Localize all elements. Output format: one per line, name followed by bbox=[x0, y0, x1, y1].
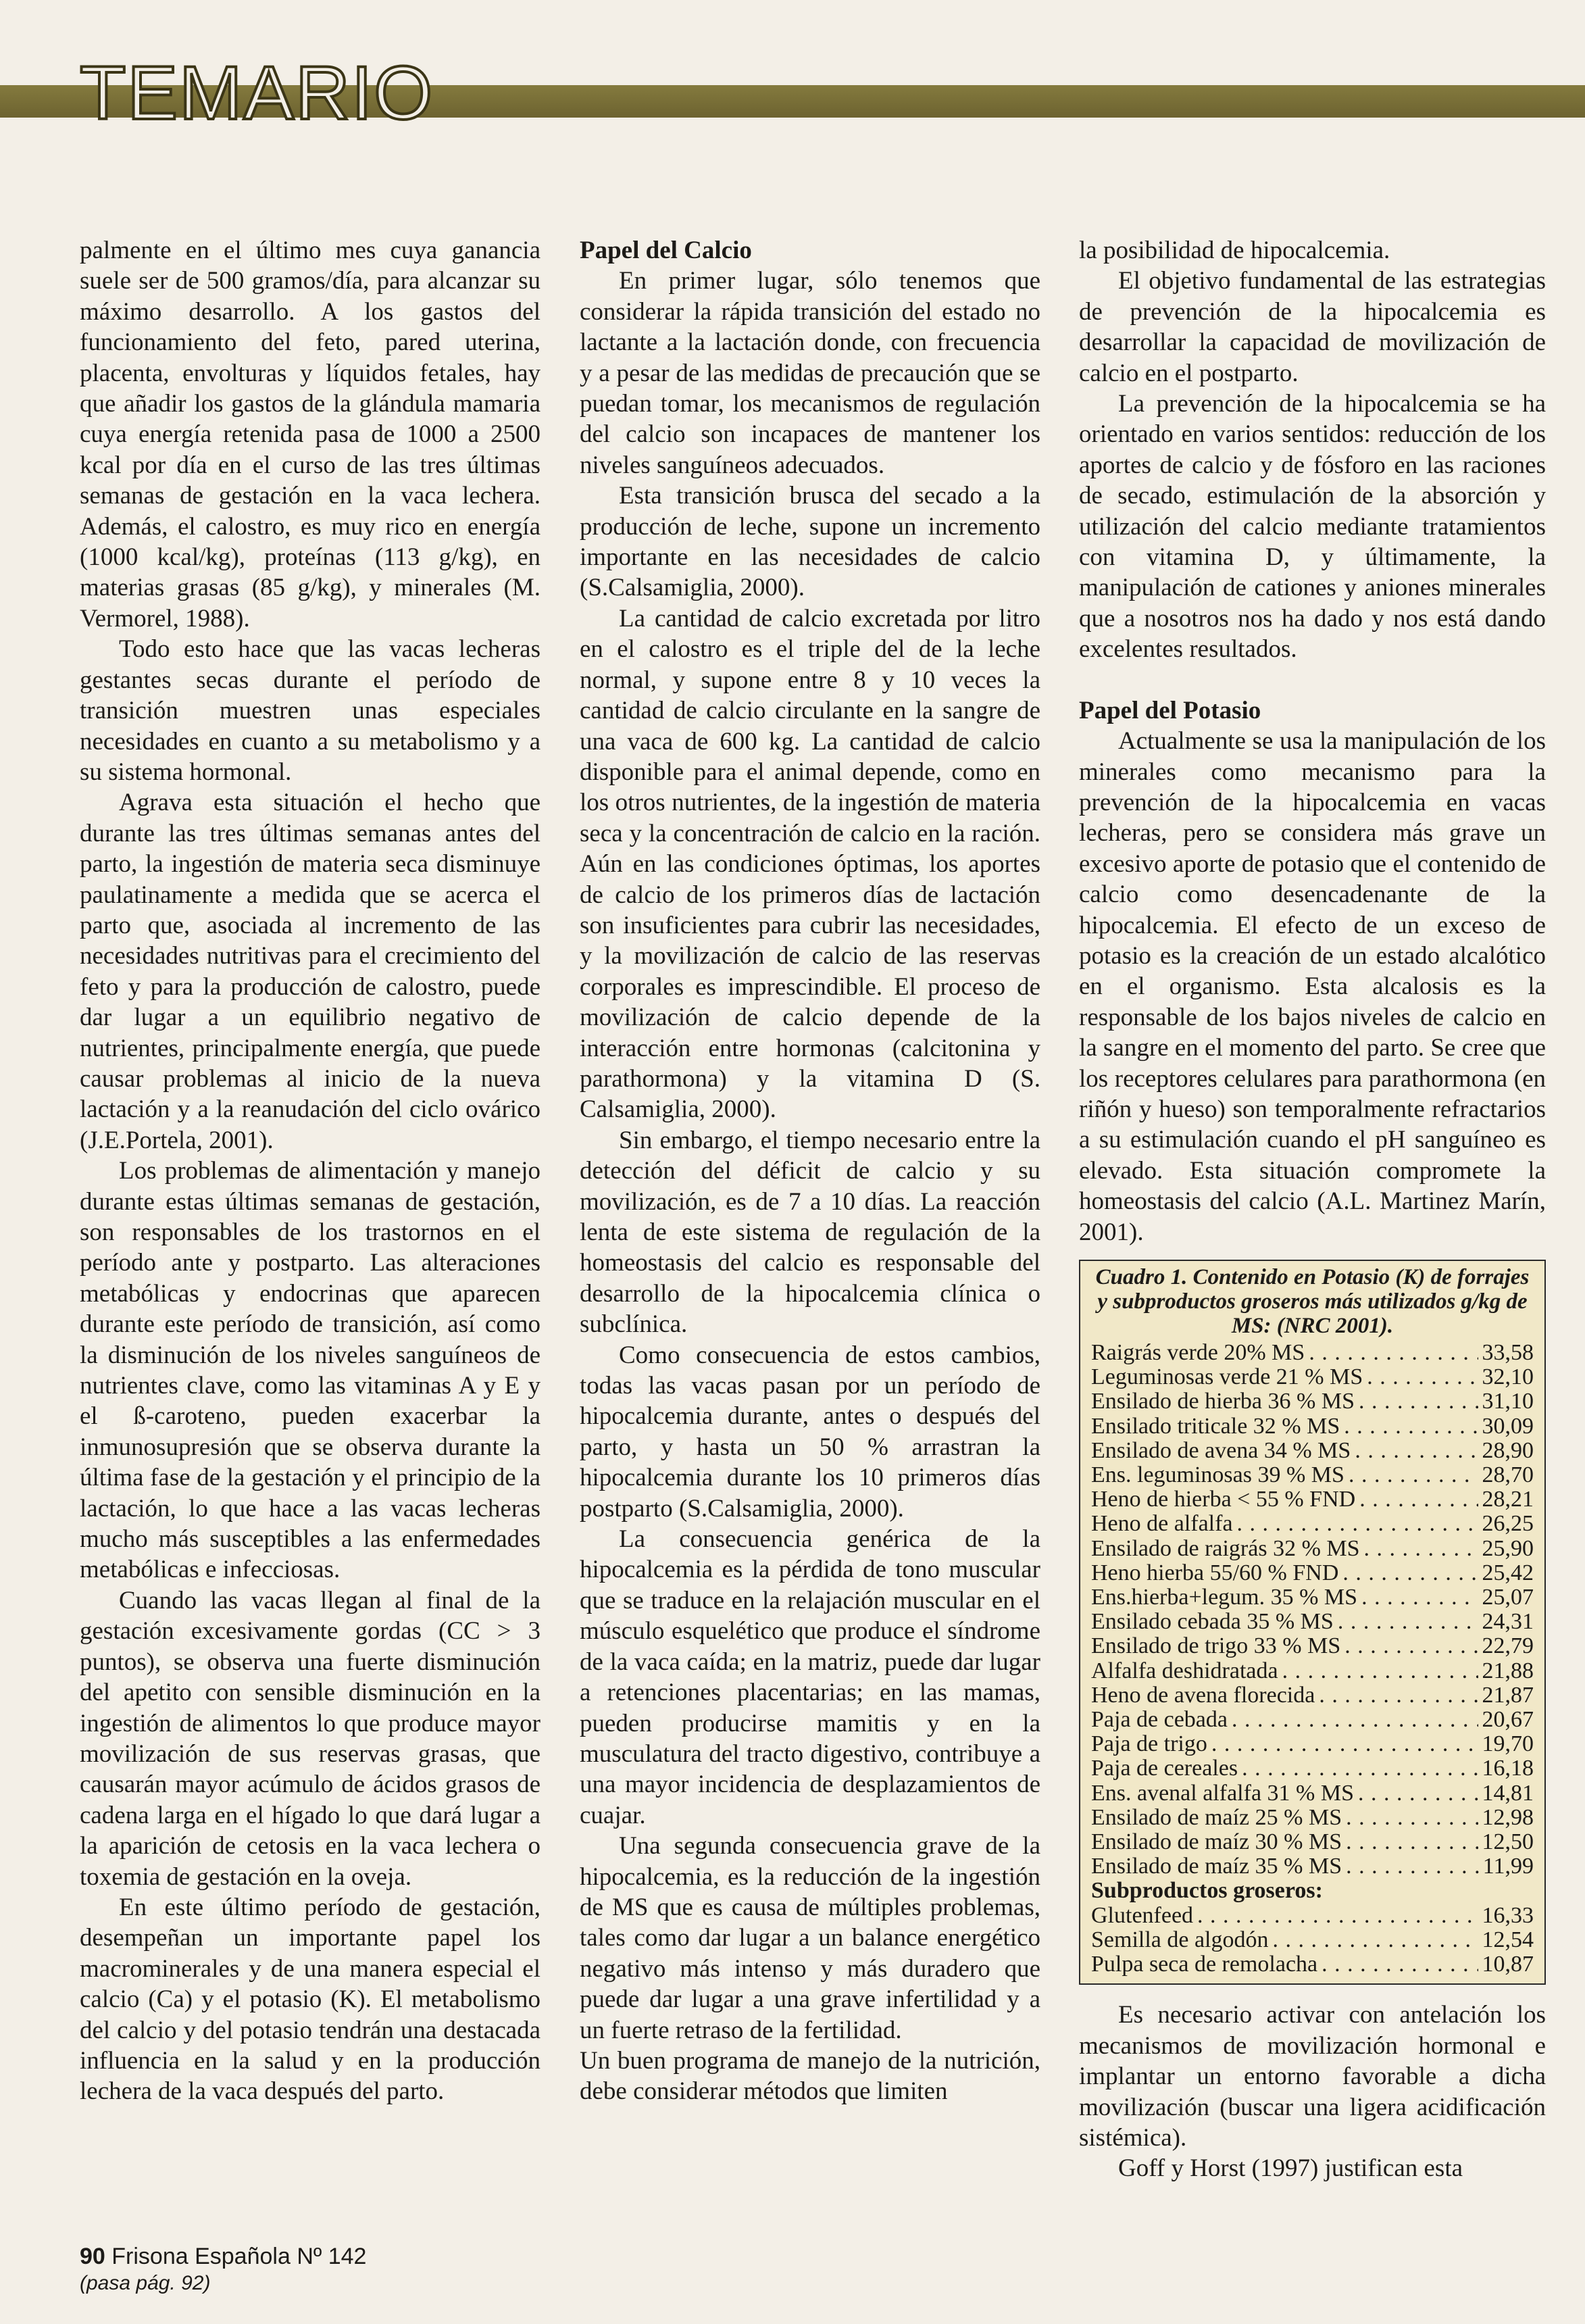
section-heading-calcio: Papel del Calcio bbox=[580, 237, 752, 264]
table-row-name: Ensilado triticale 32 % MS bbox=[1091, 1413, 1340, 1439]
table-row-leader bbox=[1358, 1781, 1478, 1806]
table-row-name: Pulpa seca de remolacha bbox=[1091, 1952, 1318, 1977]
table-row-leader bbox=[1346, 1806, 1478, 1830]
table-row-name: Ens.hierba+legum. 35 % MS bbox=[1091, 1585, 1358, 1610]
table-row-name: Ensilado de avena 34 % MS bbox=[1091, 1437, 1351, 1463]
table-row bbox=[1091, 1904, 1534, 1928]
table-row bbox=[1091, 1561, 1534, 1585]
table-row bbox=[1091, 1756, 1534, 1781]
table-row-name: Leguminosas verde 21 % MS bbox=[1091, 1364, 1363, 1390]
table-row-name: Paja de cebada bbox=[1091, 1707, 1228, 1733]
table-row-name: Ensilado de maíz 30 % MS bbox=[1091, 1829, 1342, 1855]
table-row-value: 26,25 bbox=[1482, 1511, 1534, 1537]
publication-name: Frisona Española Nº 142 bbox=[111, 2244, 367, 2269]
table-row-value: 19,70 bbox=[1482, 1731, 1534, 1757]
table-row-leader bbox=[1322, 1952, 1478, 1977]
table-row-leader bbox=[1282, 1659, 1478, 1683]
table-row-leader bbox=[1344, 1414, 1478, 1439]
paragraph: la posibilidad de hipocalcemia. bbox=[1079, 237, 1390, 264]
table-row-name: Ensilado de hierba 36 % MS bbox=[1091, 1389, 1355, 1414]
table-row-name: Paja de cereales bbox=[1091, 1756, 1238, 1781]
table-row-leader bbox=[1197, 1904, 1478, 1928]
table-row-value: 32,10 bbox=[1482, 1364, 1534, 1390]
paragraph: Actualmente se usa la manipulación de los minerales como mecanismo para la prevención de la hipocalcemia en vacas lecheras, pero se considera más grave un excesivo aporte de potasio que el contenido de calcio como desencadenante de la hipocalcemia. El efecto de un exceso de potasio es la creación de un estado alcalótico en el organismo. Esta alcalosis es la responsable de los bajos niveles de calcio en la sangre en el momento del parto. Se cree que los receptores celulares para parathormona (en riñón y hueso) son temporalmente refractarios a su estimulación cuando el pH sanguíneo es elevado. Esta situación compromete la homeostasis del calcio (A.L. Martinez Marín, 2001). bbox=[1079, 727, 1546, 1246]
table-row-name: Paja de trigo bbox=[1091, 1731, 1207, 1757]
table-row bbox=[1091, 1341, 1534, 1365]
paragraph: En primer lugar, sólo tenemos que considerar la rápida transición del estado no lactante a la lactación donde, con frecuencia y a pesar de las medidas de precaución que se puedan tomar, los mecanismos de regulación del calcio son incapaces de mantener los niveles sanguíneos adecuados. bbox=[580, 267, 1040, 479]
table-row bbox=[1091, 1634, 1534, 1658]
text-column-2 bbox=[580, 235, 1040, 2107]
paragraph: Todo esto hace que las vacas lecheras gestantes secas durante el período de transición muestren unas especiales necesidades en cuanto a su metabolismo y a su sistema hormonal. bbox=[80, 635, 540, 786]
table-row bbox=[1091, 1512, 1534, 1536]
table-row-name: Ens. avenal alfalfa 31 % MS bbox=[1091, 1780, 1354, 1806]
table-row bbox=[1091, 1439, 1534, 1463]
table-row bbox=[1091, 1830, 1534, 1854]
table-row-value: 24,31 bbox=[1482, 1609, 1534, 1635]
table-row bbox=[1091, 1585, 1534, 1610]
paragraph: La prevención de la hipocalcemia se ha orientado en varios sentidos: reducción de los aportes de calcio y de fósforo en las raciones de secado, estimulación de la absorción y utilización del calcio mediante tratamientos con vitamina D, y últimamente, la manipulación de cationes y aniones minerales que a nosotros nos ha dado y nos está dando excelentes resultados. bbox=[1079, 390, 1546, 664]
table-row-value: 28,70 bbox=[1482, 1462, 1534, 1488]
table-row-leader bbox=[1361, 1585, 1478, 1610]
table-row-leader bbox=[1344, 1634, 1478, 1658]
paragraph: Una segunda consecuencia grave de la hipocalcemia, es la reducción de la ingestión de MS que es causa de múltiples problemas, tales como dar lugar a un balance energético negativo más intenso y más duradero que puede dar lugar a una grave infertilidad y a un fuerte retraso de la fertilidad. bbox=[580, 1832, 1040, 2044]
table-row-value: 25,90 bbox=[1482, 1535, 1534, 1561]
table-row-name: Raigrás verde 20% MS bbox=[1091, 1340, 1305, 1365]
table-row-leader bbox=[1211, 1732, 1478, 1756]
paragraph: Es necesario activar con antelación los mecanismos de movilización hormonal e implantar un entorno favorable a dicha movilización (buscar una ligera acidificación sistémica). bbox=[1079, 2001, 1546, 2152]
paragraph: En este último período de gestación, desempeñan un importante papel los macrominerales y de una manera especial el calcio (Ca) y el potasio (K). El metabolismo del calcio y del potasio tendrán una destacada influencia en la salud y en la producción lechera de la vaca después del parto. bbox=[80, 1893, 540, 2106]
table-row bbox=[1091, 1708, 1534, 1732]
table-row-value: 25,07 bbox=[1482, 1585, 1534, 1610]
table-row-value: 21,88 bbox=[1482, 1658, 1534, 1683]
table-row-leader bbox=[1273, 1928, 1478, 1952]
table-row-name: Ensilado cebada 35 % MS bbox=[1091, 1609, 1334, 1635]
section-title: TEMARIO bbox=[80, 51, 434, 135]
table-row bbox=[1091, 1463, 1534, 1487]
table-row-value: 25,42 bbox=[1482, 1560, 1534, 1585]
table-row bbox=[1091, 1389, 1534, 1414]
table-row-value: 10,87 bbox=[1482, 1952, 1534, 1977]
table-row-name: Ensilado de maíz 25 % MS bbox=[1091, 1804, 1342, 1830]
page-number: 90 bbox=[80, 2244, 105, 2269]
table-subheading: Subproductos groseros: bbox=[1091, 1878, 1323, 1904]
table-row-name: Heno de hierba < 55 % FND bbox=[1091, 1487, 1356, 1512]
paragraph: Agrava esta situación el hecho que durante las tres últimas semanas antes del parto, la ingestión de materia seca disminuye paulatinamente a medida que se acerca el parto que, asociada al incremento de las necesidades nutritivas para el crecimiento del feto y para la producción de calostro, puede dar lugar a un equilibrio negativo de nutrientes, principalmente energía, que puede causar problemas al inicio de la nueva lactación y a la reanudación del ciclo ovárico (J.E.Portela, 2001). bbox=[80, 789, 540, 1154]
table-row bbox=[1091, 1952, 1534, 1977]
table-row-name: Ensilado de maíz 35 % MS bbox=[1091, 1854, 1342, 1879]
table-row-leader bbox=[1319, 1683, 1478, 1708]
table-row bbox=[1091, 1683, 1534, 1708]
table-row-name: Ens. leguminosas 39 % MS bbox=[1091, 1462, 1344, 1488]
table-row-value: 28,21 bbox=[1482, 1487, 1534, 1512]
table-row bbox=[1091, 1806, 1534, 1830]
section-heading-potasio: Papel del Potasio bbox=[1079, 696, 1261, 724]
table-row-leader bbox=[1338, 1610, 1478, 1634]
table-row-name: Heno hierba 55/60 % FND bbox=[1091, 1560, 1339, 1585]
spacer bbox=[1079, 665, 1546, 695]
paragraph: La cantidad de calcio excretada por litro en el calostro es el triple del de la leche normal, y supone entre 8 y 10 veces la cantidad de calcio circulante en la sangre de una vaca de 600 kg. La cantidad de calcio disponible para el animal depende, como en los otros nutrientes, de la ingestión de materia seca y la concentración de calcio en la ración. Aún en las condiciones óptimas, los aportes de calcio de los primeros días de lactación son insuficientes para cubrir las necesidades, y la movilización de calcio de las reservas corporales es imprescindible. El proceso de movilización de calcio depende de la interacción entre hormonas (calcitonina y parathormona) y la vitamina D (S. Calsamiglia, 2000). bbox=[580, 604, 1040, 1124]
table-row-value: 16,18 bbox=[1482, 1756, 1534, 1781]
table-row bbox=[1091, 1928, 1534, 1952]
table-row bbox=[1091, 1732, 1534, 1756]
table-row bbox=[1091, 1537, 1534, 1561]
table-row-name: Alfalfa deshidratada bbox=[1091, 1658, 1278, 1683]
table-row-value: 16,33 bbox=[1482, 1902, 1534, 1928]
table-row bbox=[1091, 1781, 1534, 1806]
table-row-name: Ensilado de trigo 33 % MS bbox=[1091, 1633, 1341, 1659]
paragraph: Goff y Horst (1997) justifican esta bbox=[1118, 2154, 1463, 2183]
table-row-value: 11,99 bbox=[1482, 1854, 1534, 1879]
paragraph: palmente en el último mes cuya ganancia suele ser de 500 gramos/día, para alcanzar su máximo desarrollo. A los gastos del funcionamiento del feto, pared uterina, placenta, envolturas y líquidos fetales, hay que añadir los gastos de la glándula mamaria cuya energía retenida pasa de 1000 a 2500 kcal por día en el curso de las tres últimas semanas de gestación en la vaca lechera. Además, el calostro, es muy rico en energía (1000 kcal/kg), proteínas (113 g/kg), en materias grasas (85 g/kg), y minerales (M. Vermorel, 1988). bbox=[80, 237, 540, 633]
continued-note: (pasa pág. 92) bbox=[80, 2272, 211, 2294]
table-row-value: 30,09 bbox=[1482, 1413, 1534, 1439]
table-row-leader bbox=[1346, 1854, 1479, 1879]
table-row bbox=[1091, 1487, 1534, 1512]
table-row bbox=[1091, 1414, 1534, 1439]
table-row bbox=[1091, 1854, 1534, 1879]
table-row-value: 33,58 bbox=[1482, 1340, 1534, 1365]
table-row-value: 22,79 bbox=[1482, 1633, 1534, 1659]
table-row bbox=[1091, 1610, 1534, 1634]
table-row-leader bbox=[1359, 1389, 1478, 1414]
potassium-table bbox=[1079, 1260, 1546, 1985]
paragraph: La consecuencia genérica de la hipocalcemia es la pérdida de tono muscular que se traduce en la relajación muscular en el músculo esquelético que produce el síndrome de la vaca caída; en la matriz, puede dar lugar a retenciones placentarias; en las mamas, pueden producirse mamitis y en la musculatura del tracto digestivo, contribuye a una mayor incidencia de desplazamientos de cuajar. bbox=[580, 1525, 1040, 1829]
table-row-leader bbox=[1346, 1830, 1478, 1854]
table-row-leader bbox=[1349, 1463, 1478, 1487]
table-row-value: 14,81 bbox=[1482, 1780, 1534, 1806]
table-row-leader bbox=[1359, 1487, 1478, 1512]
table-caption: Cuadro 1. Contenido en Potasio (K) de forrajes y subproductos groseros más utilizados g/kg de MS: (NRC 2001). bbox=[1095, 1265, 1530, 1338]
paragraph: Los problemas de alimentación y manejo durante estas últimas semanas de gestación, son responsables de los trastornos en el período ante y postparto. Las alteraciones metabólicas y endocrinas que aparecen durante este período de transición, así como la disminución de los niveles sanguíneos de nutrientes clave, como las vitaminas A y E y el ß-caroteno, pueden exacerbar la inmunosupresión que se observa durante la última fase de la gestación y el principio de la lactación, lo que hace a las vacas lecheras mucho más susceptibles a las enfermedades metabólicas e infecciosas. bbox=[80, 1157, 540, 1584]
table-row-leader bbox=[1342, 1561, 1478, 1585]
page-footer bbox=[80, 2244, 366, 2269]
paragraph: Un buen programa de manejo de la nutrición, debe considerar métodos que limiten bbox=[580, 2046, 1040, 2106]
text-column-3 bbox=[1079, 235, 1546, 2184]
paragraph: Esta transición brusca del secado a la producción de leche, supone un incremento importante en las necesidades de calcio (S.Calsamiglia, 2000). bbox=[580, 482, 1040, 602]
paragraph: Como consecuencia de estos cambios, todas las vacas pasan por un período de hipocalcemia durante, antes o después del parto, y hasta un 50 % arrastran la hipocalcemia durante los 10 primeros días postparto (S.Calsamiglia, 2000). bbox=[580, 1341, 1040, 1523]
table-row-value: 20,67 bbox=[1482, 1707, 1534, 1733]
table-row-value: 12,98 bbox=[1482, 1804, 1534, 1830]
table-row-leader bbox=[1309, 1341, 1478, 1365]
table-row-name: Heno de alfalfa bbox=[1091, 1511, 1233, 1537]
table-sub-rows bbox=[1091, 1904, 1534, 1977]
table-row-value: 21,87 bbox=[1482, 1682, 1534, 1708]
table-row-value: 31,10 bbox=[1482, 1389, 1534, 1414]
table-row bbox=[1091, 1365, 1534, 1389]
table-rows bbox=[1091, 1341, 1534, 1879]
table-row-value: 12,50 bbox=[1482, 1829, 1534, 1855]
table-row-leader bbox=[1355, 1439, 1478, 1463]
table-row-leader bbox=[1367, 1365, 1478, 1389]
table-row-leader bbox=[1242, 1756, 1478, 1781]
table-row-value: 12,54 bbox=[1482, 1927, 1534, 1952]
table-row-leader bbox=[1232, 1708, 1478, 1732]
text-column-1 bbox=[80, 235, 540, 2107]
paragraph: Cuando las vacas llegan al final de la gestación excesivamente gordas (CC > 3 puntos), se observa una fuerte disminución del apetito con sensible disminución en la ingestión de alimentos lo que produce mayor movilización de sus reservas grasas, que causarán mayor acúmulo de ácidos grasos de cadena larga en el hígado lo que dará lugar a la aparición de cetosis en la vaca lechera o toxemia de gestación en la oveja. bbox=[80, 1586, 540, 1891]
table-row-name: Glutenfeed bbox=[1091, 1902, 1194, 1928]
table-row-leader bbox=[1364, 1537, 1478, 1561]
table-row-leader bbox=[1237, 1512, 1478, 1536]
paragraph: Sin embargo, el tiempo necesario entre la detección del déficit de calcio y su movilización, es de 7 a 10 días. La reacción lenta de este sistema de regulación de la homeostasis del calcio es responsable del desarrollo de la hipocalcemia clínica o subclínica. bbox=[580, 1126, 1040, 1339]
table-row bbox=[1091, 1659, 1534, 1683]
table-row-name: Ensilado de raigrás 32 % MS bbox=[1091, 1535, 1360, 1561]
table-row-name: Semilla de algodón bbox=[1091, 1927, 1269, 1952]
paragraph: El objetivo fundamental de las estrategias de prevención de la hipocalcemia es desarrollar la capacidad de movilización de calcio en el postparto. bbox=[1079, 267, 1546, 387]
table-row-value: 28,90 bbox=[1482, 1437, 1534, 1463]
table-row-name: Heno de avena florecida bbox=[1091, 1682, 1315, 1708]
